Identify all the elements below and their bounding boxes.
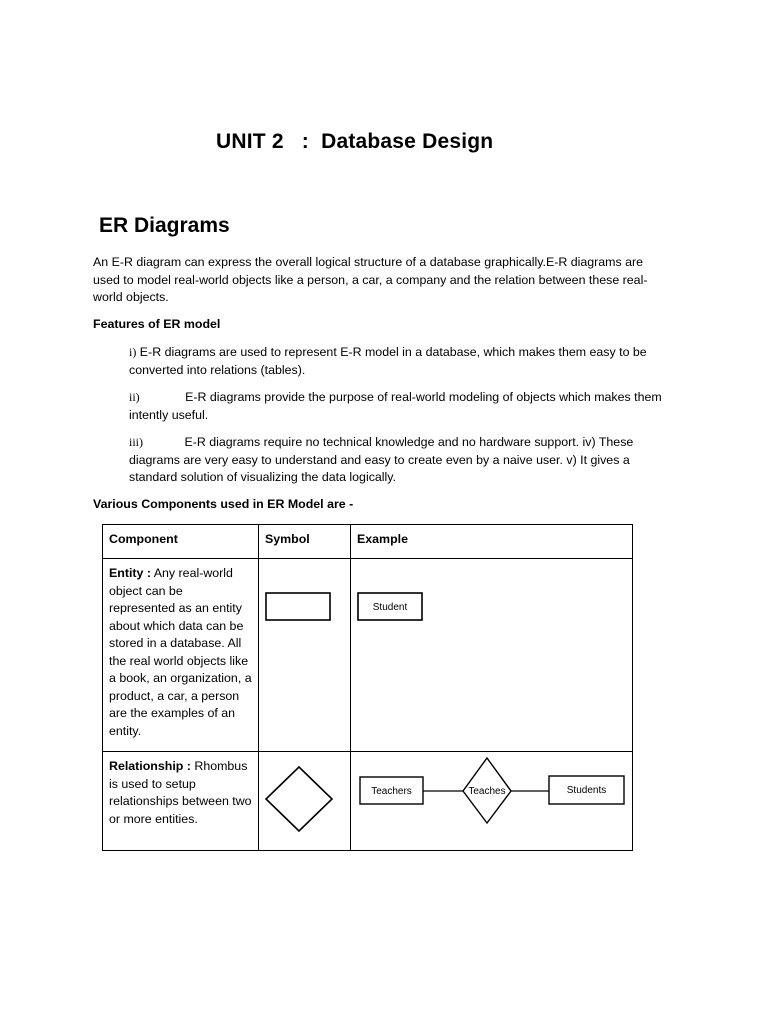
relationship-example-label: Teachers bbox=[371, 786, 412, 797]
section-heading: ER Diagrams bbox=[99, 214, 230, 237]
component-description: Any real-world object can be represented as an entity about which data can be stored in a database. All the real world objects like a book, an organization, a product, a car, a person are the examples of an entity. bbox=[109, 566, 252, 738]
component-cell bbox=[103, 752, 259, 851]
components-table bbox=[102, 524, 633, 851]
feature-text: E-R diagrams are used to represent E-R model in a database, which makes them easy to be converted into relations (tables). bbox=[129, 345, 647, 377]
symbol-cell bbox=[259, 752, 351, 851]
relationship-example-diagram bbox=[351, 752, 633, 850]
header-example: Example bbox=[351, 525, 633, 559]
example-cell bbox=[351, 752, 633, 851]
relationship-example-label: Students bbox=[566, 785, 607, 796]
feature-number: i) bbox=[129, 345, 137, 359]
entity-rectangle-symbol bbox=[259, 559, 350, 751]
components-heading: Various Components used in ER Model are - bbox=[93, 497, 354, 511]
feature-number: iii) bbox=[129, 435, 143, 449]
entity-example-diagram bbox=[351, 559, 633, 751]
unit-title: UNIT 2 : Database Design bbox=[216, 130, 494, 153]
symbol-cell bbox=[259, 559, 351, 752]
feature-item bbox=[129, 344, 674, 379]
feature-item bbox=[129, 389, 674, 424]
feature-item bbox=[129, 434, 674, 487]
example-cell bbox=[351, 559, 633, 752]
feature-number: ii) bbox=[129, 390, 140, 404]
component-term: Entity : bbox=[109, 566, 151, 580]
table-row bbox=[103, 559, 633, 752]
relationship-example-label: Teaches bbox=[468, 786, 506, 797]
feature-text: E-R diagrams provide the purpose of real-world modeling of objects which makes them intently useful. bbox=[129, 390, 662, 422]
table-row bbox=[103, 752, 633, 851]
component-cell bbox=[103, 559, 259, 752]
feature-text: E-R diagrams require no technical knowledge and no hardware support. iv) These diagrams are very easy to understand and easy to create even by a naive user. v) It gives a standard solution of visualizing the data logically. bbox=[129, 435, 634, 484]
intro-paragraph: An E-R diagram can express the overall logical structure of a database graphically.E-R diagrams are used to model real-world objects like a person, a car, a company and the relation between these real-world objects. bbox=[93, 255, 648, 304]
entity-example-label: Student bbox=[372, 602, 408, 613]
relationship-rhombus-symbol bbox=[259, 752, 350, 850]
component-description: Rhombus is used to setup relationships between two or more entities. bbox=[109, 759, 252, 826]
table-header-row bbox=[103, 525, 633, 559]
features-heading: Features of ER model bbox=[93, 317, 221, 331]
component-term: Relationship : bbox=[109, 759, 191, 773]
header-component: Component bbox=[103, 525, 259, 559]
header-symbol: Symbol bbox=[259, 525, 351, 559]
